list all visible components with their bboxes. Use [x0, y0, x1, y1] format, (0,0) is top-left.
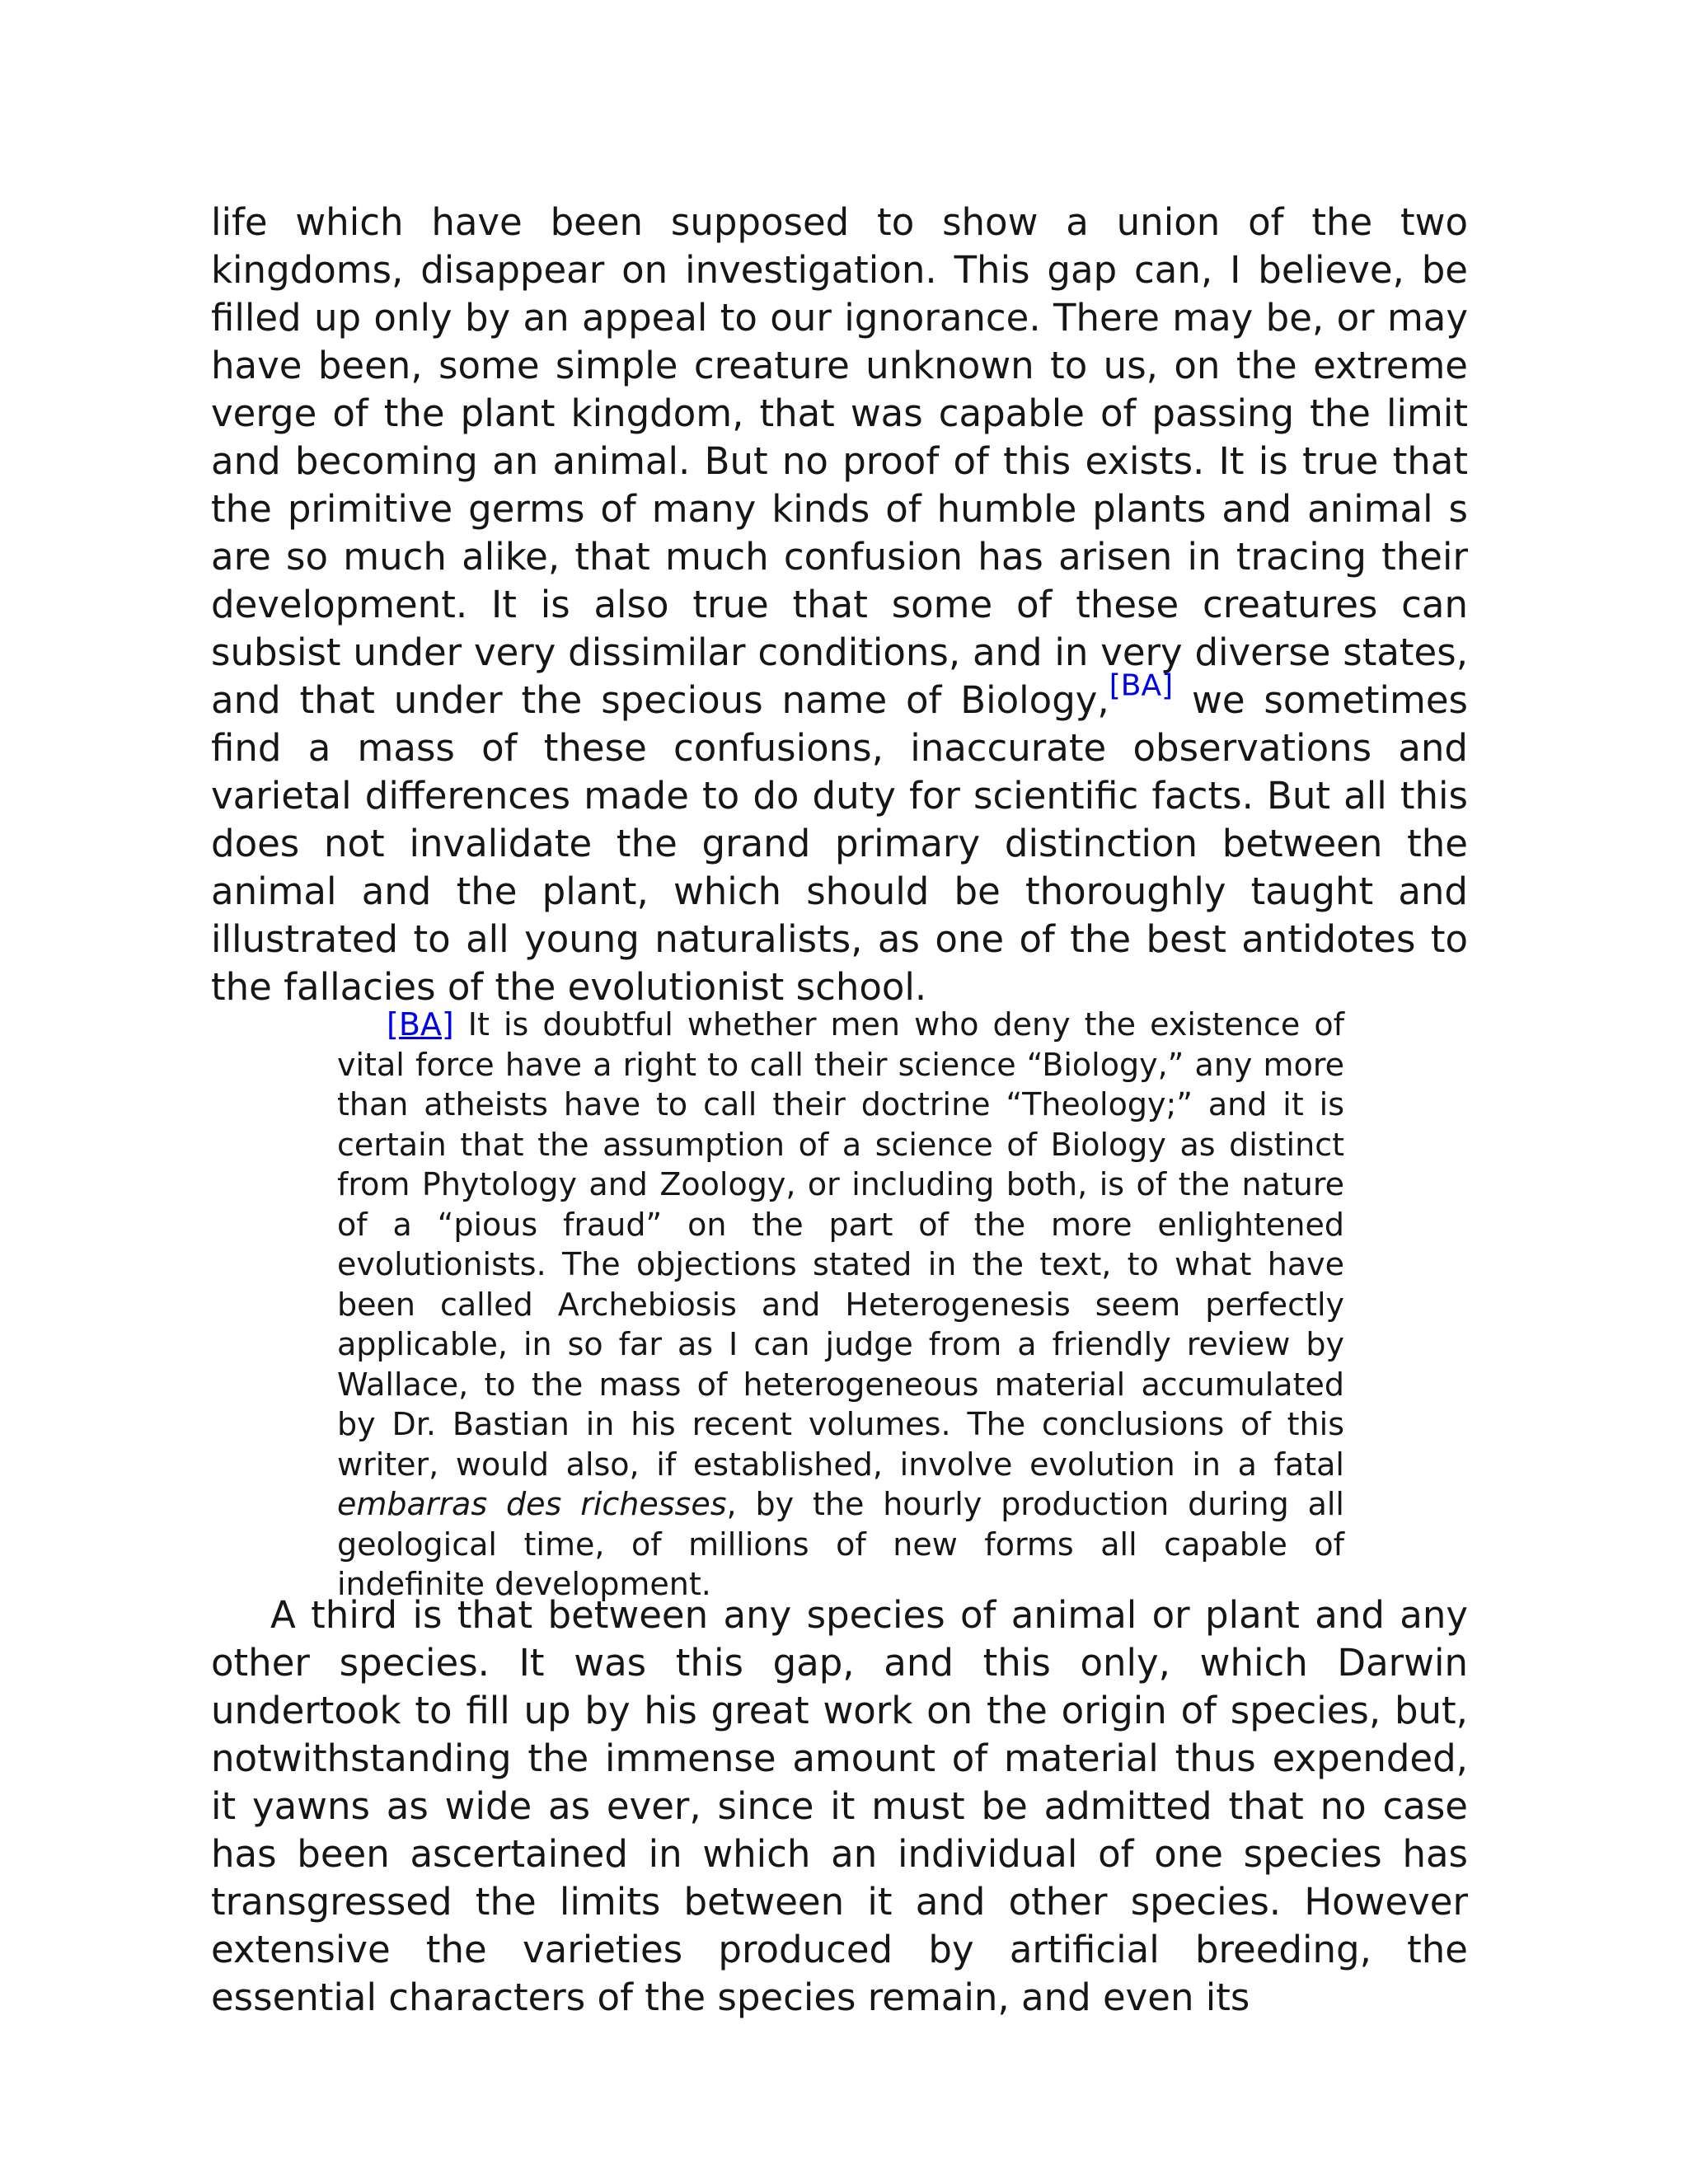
footnote-ba — [337, 1005, 1344, 1605]
footnote-italic-phrase: embarras des richesses — [337, 1486, 727, 1522]
paragraph-species-text: A third is that between any species of animal or plant and any other species. It was this gap, and this only, which Darwin undertook to fill up by his great work on the origin of species, but, notwithstanding the immense amount of material thus expended, it yawns as wide as ever, since it must be admitted that no case has been ascertained in which an individual of one species has transgressed the limits between it and other species. However extensive the varieties produced by artificial breeding, the essential characters of the species remain, and even its — [211, 1593, 1468, 2019]
paragraph-text-after-ref: we sometimes find a mass of these confusions, inaccurate observations and varietal differences made to do duty for scientific facts. But all this does not invalidate the grand primary distinction between the animal and the plant, which should be thoroughly taught and illustrated to all young naturalists, as one of the best antidotes to the fallacies of the evolutionist school. — [211, 678, 1468, 1009]
footnote-text-end: , by the hourly production during all geological time, of millions of new forms all capable of indefinite development. — [337, 1486, 1344, 1602]
paragraph-species-gap — [211, 1591, 1468, 2022]
paragraph-kingdoms-gap — [211, 199, 1468, 1011]
footnote-backlink-ba[interactable]: [BA] — [387, 1006, 454, 1043]
footnote-text-start: It is doubtful whether men who deny the existence of vital force have a right to call their science “Biology,” any more than atheists have to call their doctrine “Theology;” and it is certain that the assumption of a science of Biology as distinct from Phytology and Zoology, or including both, is of the nature of a “pious fraud” on the part of the more enlightened evolutionists. The objections stated in the text, to what have been called Archebiosis and Heterogenesis seem perfectly applicable, in so far as I can judge from a friendly review by Wallace, to the mass of heterogeneous material accumulated by Dr. Bastian in his recent volumes. The conclusions of this writer, would also, if established, involve evolution in a fatal — [337, 1006, 1344, 1483]
paragraph-text-before-ref: life which have been supposed to show a union of the two kingdoms, disappear on investigation. This gap can, I believe, be filled up only by an appeal to our ignorance. There may be, or may have been, some simple creature unknown to us, on the extreme verge of the plant kingdom, that was capable of passing the limit and becoming an animal. But no proof of this exists. It is true that the primitive germs of many kinds of humble plants and animal s are so much alike, that much confusion has arisen in tracing their development. It is also true that some of these creatures can subsist under very dissimilar conditions, and in very diverse states, and that under the specious name of Biology, — [211, 200, 1468, 722]
footnote-reference-ba[interactable] — [1109, 668, 1173, 702]
footnote-reference-link[interactable]: [BA] — [1109, 668, 1174, 703]
